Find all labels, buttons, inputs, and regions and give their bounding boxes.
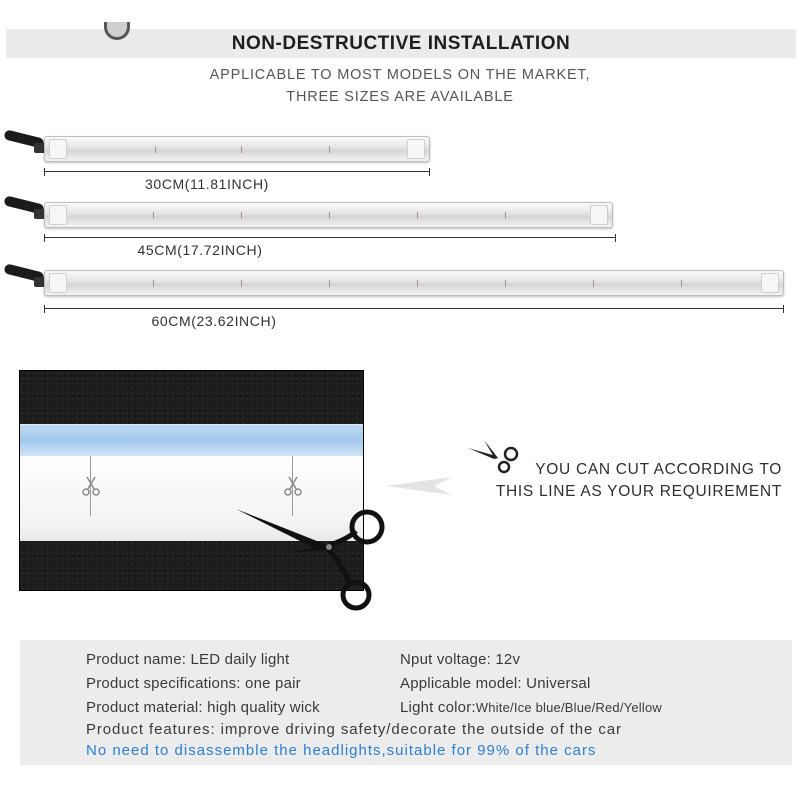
cut-instruction-line-1: YOU CAN CUT ACCORDING TO bbox=[535, 461, 782, 478]
dimension-line bbox=[44, 168, 430, 176]
scissors-icon bbox=[281, 474, 305, 498]
cut-instruction-line-2: THIS LINE AS YOUR REQUIREMENT bbox=[495, 483, 782, 500]
page-title: NON-DESTRUCTIVE INSTALLATION bbox=[231, 33, 571, 54]
strip-body bbox=[44, 136, 430, 162]
size-label-45cm: 45CM(17.72INCH) bbox=[137, 242, 263, 258]
spec-specifications: Product specifications: one pair bbox=[86, 675, 301, 692]
strip-body bbox=[44, 270, 784, 296]
spec-features: Product features: improve driving safety/decorate the outside of the car bbox=[86, 721, 622, 738]
large-scissors-icon bbox=[232, 505, 412, 613]
size-label-30cm: 30CM(11.81INCH) bbox=[145, 176, 269, 192]
dimension-line bbox=[44, 305, 784, 313]
spec-light-color-label: Light color: bbox=[400, 699, 476, 716]
strip-body bbox=[44, 202, 613, 228]
cut-instruction bbox=[470, 459, 782, 503]
size-label-60cm: 60CM(23.62INCH) bbox=[151, 313, 277, 329]
subtitle-line-1: APPLICABLE TO MOST MODELS ON THE MARKET, bbox=[209, 67, 591, 83]
spec-product-name: Product name: LED daily light bbox=[86, 651, 290, 668]
scissors-icon bbox=[79, 474, 103, 498]
spec-material: Product material: high quality wick bbox=[86, 699, 320, 716]
spec-applicable-model: Applicable model: Universal bbox=[400, 675, 591, 692]
subtitle-line-2: THREE SIZES ARE AVAILABLE bbox=[286, 89, 514, 105]
dimension-line bbox=[44, 234, 616, 242]
led-blue-strip bbox=[20, 424, 364, 456]
spec-light-color-value: White/Ice blue/Blue/Red/Yellow bbox=[475, 700, 662, 715]
spec-note: No need to disassemble the headlights,suitable for 99% of the cars bbox=[86, 742, 597, 759]
spec-light-color bbox=[400, 699, 662, 716]
arrow-left-icon bbox=[386, 475, 452, 497]
spec-input-voltage: Nput voltage: 12v bbox=[400, 651, 521, 668]
